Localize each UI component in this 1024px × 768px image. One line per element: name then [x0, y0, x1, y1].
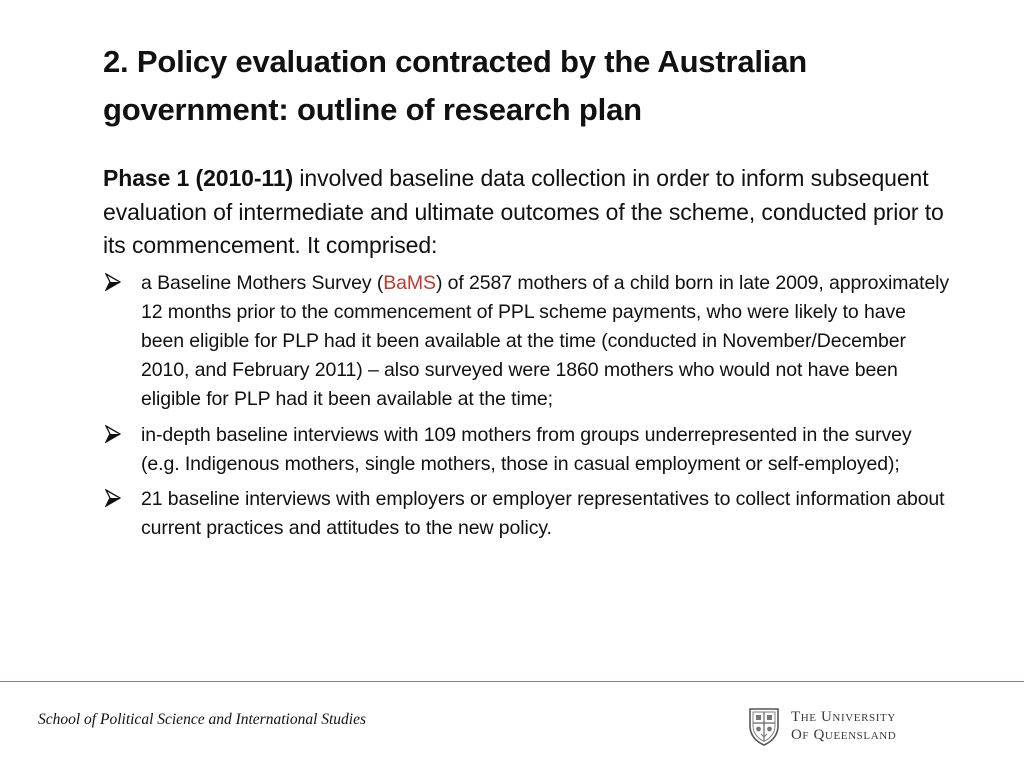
- school-name: School of Political Science and International Studies: [38, 711, 367, 728]
- list-item: [103, 269, 953, 415]
- intro-text: involved baseline data collection in order to inform subsequent evaluation of intermediate and ultimate outcomes of the scheme, conducted prior to its commencement. It comprised:: [103, 165, 944, 258]
- list-item: [103, 421, 953, 479]
- intro-paragraph: [103, 162, 953, 263]
- slide-body: [103, 162, 953, 549]
- bullet-text: 21 baseline interviews with employers or employer representatives to collect information about current practices and attitudes to the new policy.: [141, 487, 945, 540]
- bullet-text: in-depth baseline interviews with 109 mothers from groups underrepresented in the survey (e.g. Indigenous mothers, single mothers, those in casual employment or self-employed);: [141, 423, 912, 475]
- university-line-2: Of Queensland: [791, 727, 897, 743]
- uq-crest-icon: [747, 706, 781, 746]
- bams-highlight: BaMS: [383, 271, 436, 294]
- bullet-text-before: a Baseline Mothers Survey (: [141, 271, 384, 294]
- phase-label: Phase 1 (2010-11): [103, 165, 294, 191]
- bullet-text-after: ) of 2587 mothers of a child born in late 2009, approximately 12 months prior to the commencement of PPL scheme payments, who were likely to have been eligible for PLP had it been available at the time (conducted in November/December 2010, and February 2011) – also surveyed were 1860 mothers who would not have been eligible for PLP had it been available at the time;: [141, 271, 950, 411]
- arrow-bullet-icon: [105, 425, 121, 443]
- uq-logo: [747, 706, 927, 746]
- slide-title: 2. Policy evaluation contracted by the Australian government: outline of research plan: [103, 44, 807, 127]
- arrow-bullet-icon: [105, 489, 121, 507]
- university-name: [791, 708, 896, 744]
- list-item: [103, 485, 953, 543]
- arrow-bullet-icon: [105, 273, 121, 291]
- university-line-1: The University: [791, 709, 896, 725]
- footer-divider: [0, 681, 1024, 682]
- bullet-list: [103, 269, 953, 544]
